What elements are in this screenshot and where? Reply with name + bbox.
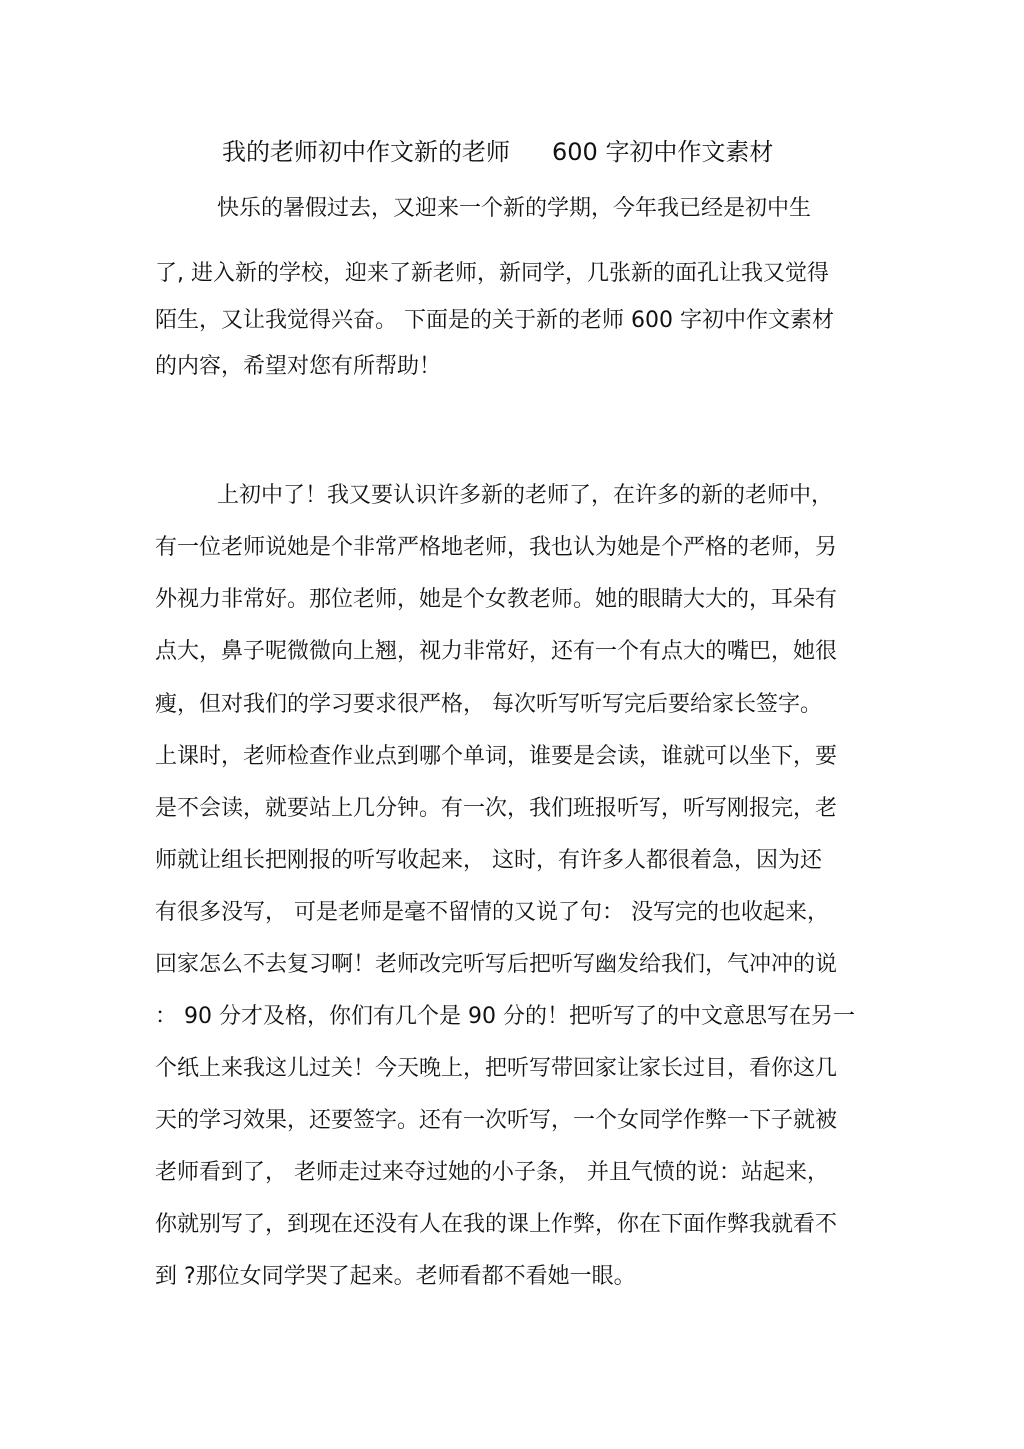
body-line: 你就别写了，到现在还没有人在我的课上作弊，你在下面作弊我就看不	[155, 1212, 838, 1237]
body-line: 个纸上来我这儿过关！今天晚上，把听写带回家让家长过目，看你这几	[155, 1056, 838, 1081]
title-part-2: 600 字初中作文素材	[552, 138, 774, 166]
body-line: ： 90 分才及格，你们有几个是 90 分的！把听写了的中文意思写在另一	[155, 1004, 855, 1029]
body-line: 外视力非常好。那位老师，她是个女教老师。她的眼睛大大的，耳朵有	[155, 587, 838, 612]
body-line: 是不会读，就要站上几分钟。有一次，我们班报听写，听写刚报完，老	[155, 796, 838, 821]
body-line: 回家怎么不去复习啊！老师改完听写后把听写幽发给我们，气冲冲的说	[155, 952, 838, 977]
intro-line: 陌生，又让我觉得兴奋。 下面是的关于新的老师 600 字初中作文素材	[155, 308, 834, 333]
body-line: 有一位老师说她是个非常严格地老师，我也认为她是个严格的老师，另	[155, 535, 838, 560]
intro-line: 了, 进入新的学校，迎来了新老师，新同学，几张新的面孔让我又觉得	[155, 261, 829, 286]
body-line: 点大，鼻子呢微微向上翘，视力非常好，还有一个有点大的嘴巴，她很	[155, 639, 838, 664]
title-part-1: 我的老师初中作文新的老师	[222, 138, 510, 166]
body-line: 瘦，但对我们的学习要求很严格， 每次听写听写完后要给家长签字。	[155, 692, 822, 717]
body-line: 天的学习效果，还要签字。还有一次听写，一个女同学作弊一下子就被	[155, 1108, 838, 1133]
body-line: 到 ?那位女同学哭了起来。老师看都不看她一眼。	[155, 1264, 636, 1289]
body-line: 老师看到了， 老师走过来夺过她的小子条， 并且气愤的说：站起来，	[155, 1160, 829, 1185]
intro-line: 的内容，希望对您有所帮助！	[155, 354, 442, 379]
document-title	[222, 136, 773, 168]
body-line: 上课时，老师检查作业点到哪个单词，谁要是会读，谁就可以坐下，要	[155, 744, 838, 769]
body-line: 师就让组长把刚报的听写收起来， 这时，有许多人都很着急，因为还	[155, 848, 822, 873]
intro-line: 快乐的暑假过去，又迎来一个新的学期，今年我已经是初中生	[217, 196, 812, 221]
body-line: 上初中了！我又要认识许多新的老师了，在许多的新的老师中，	[217, 483, 834, 508]
body-line: 有很多没写， 可是老师是毫不留情的又说了句： 没写完的也收起来，	[155, 900, 829, 925]
